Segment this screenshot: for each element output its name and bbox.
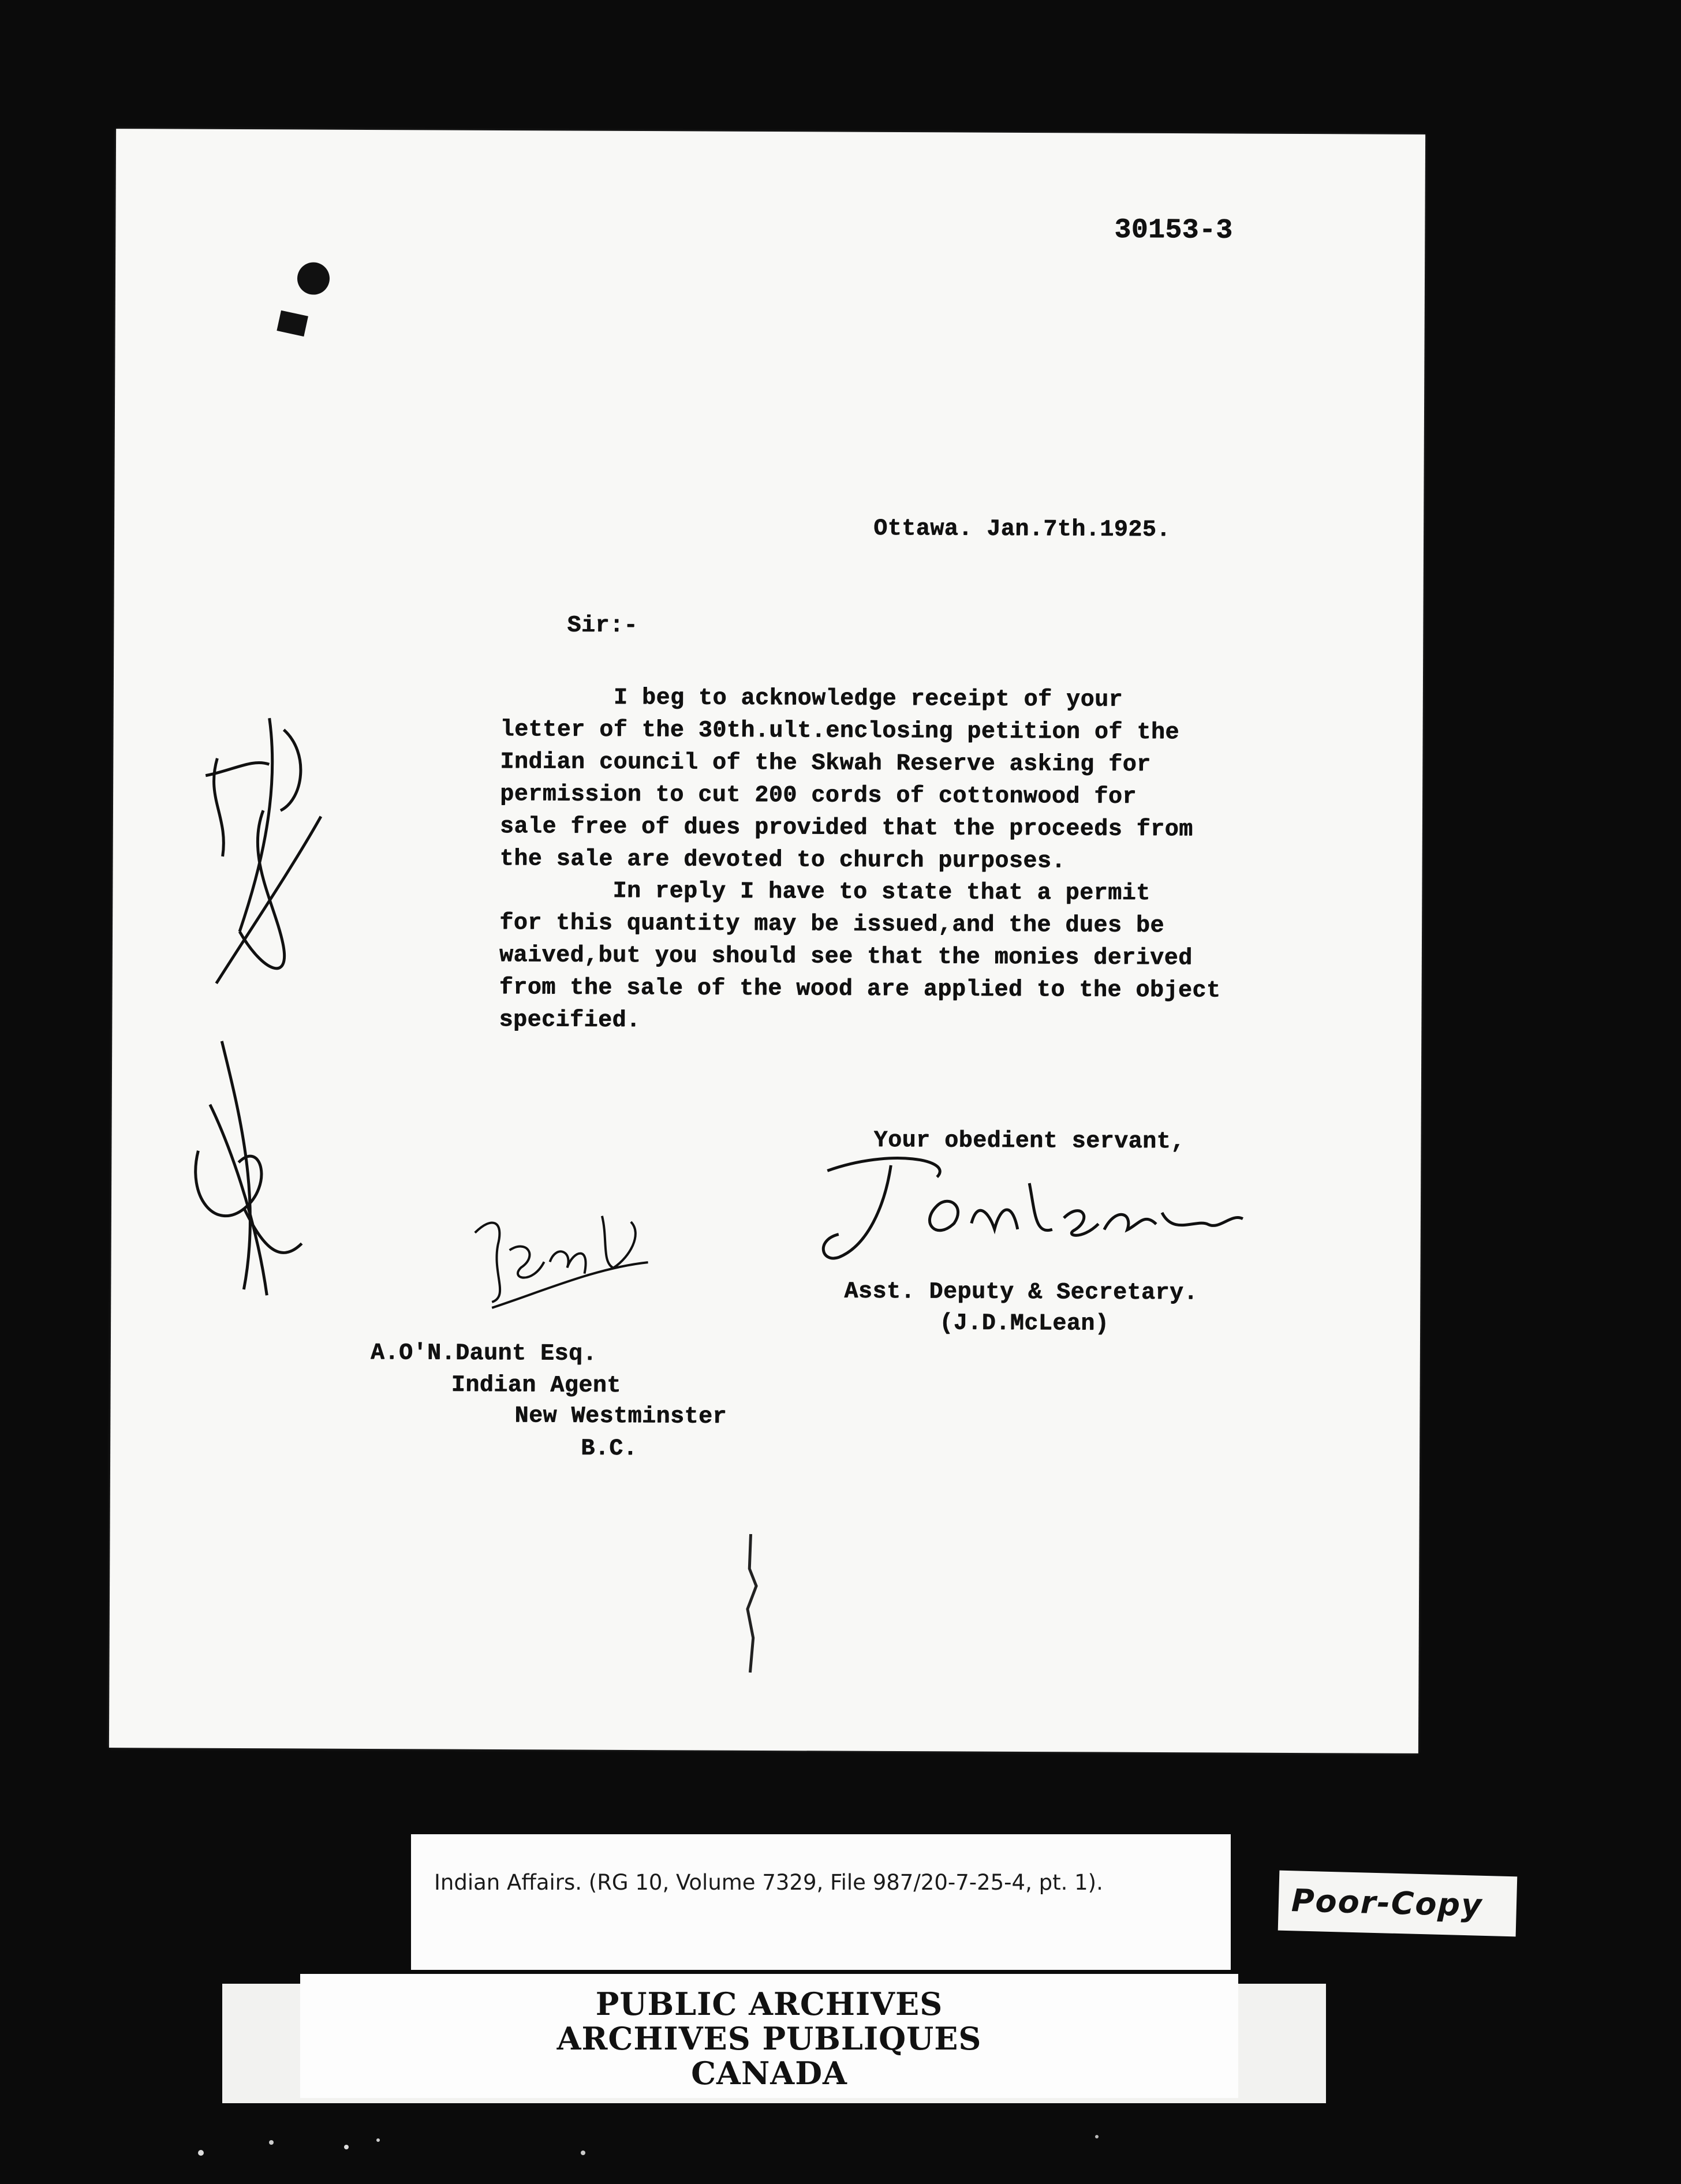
recipient-province: B.C. <box>581 1435 638 1463</box>
paragraph-line: the sale are devoted to church purposes. <box>499 846 1066 875</box>
archive-reference: Indian Affairs. (RG 10, Volume 7329, File 987/20-7-25-4, pt. 1). <box>434 1870 1103 1895</box>
recipient-title: Indian Agent <box>451 1372 621 1399</box>
margin-initials-1 <box>181 683 327 1007</box>
paragraph-line: from the sale of the wood are applied to the object <box>499 974 1221 1004</box>
recipient-city: New Westminster <box>514 1403 727 1430</box>
poor-copy-label: Poor-Copy <box>1291 1882 1484 1924</box>
signer-name: (J.D.McLean) <box>939 1310 1110 1337</box>
closing: Your obedient servant, <box>873 1127 1185 1155</box>
paragraph-line: Indian council of the Skwah Reserve asking for <box>500 749 1151 778</box>
stamp-line: CANADA <box>691 2055 847 2092</box>
paragraph-1 <box>499 682 1193 878</box>
paragraph-line: In reply I have to state that a permit <box>499 877 1150 907</box>
file-number: 30153-3 <box>1114 214 1233 246</box>
recipient-initials <box>457 1198 654 1314</box>
letter-page <box>109 129 1425 1753</box>
paragraph-line: permission to cut 200 cords of cottonwood for <box>500 781 1137 810</box>
punch-mark <box>277 311 308 336</box>
paragraph-line: letter of the 30th.ult.enclosing petition of the <box>500 716 1179 746</box>
paragraph-line: sale free of dues provided that the proceeds from <box>499 813 1193 843</box>
place-date: Ottawa. Jan.7th.1925. <box>873 515 1171 544</box>
punch-hole <box>297 262 330 294</box>
salutation: Sir:- <box>567 612 638 640</box>
tear-mark <box>733 1534 768 1673</box>
archive-reference-card <box>411 1834 1231 1970</box>
paragraph-line: specified. <box>499 1007 641 1034</box>
poor-copy-tag <box>1278 1871 1518 1937</box>
signer-title: Asst. Deputy & Secretary. <box>844 1278 1198 1307</box>
signature <box>804 1136 1254 1288</box>
margin-initials-2 <box>174 1024 326 1325</box>
stamp-line: ARCHIVES PUBLIQUES <box>556 2020 982 2057</box>
film-specks <box>0 2130 1681 2184</box>
recipient-name: A.O'N.Daunt Esq. <box>370 1340 597 1367</box>
stamp-line: PUBLIC ARCHIVES <box>595 1985 943 2022</box>
paragraph-2 <box>499 875 1221 1039</box>
paragraph-line: I beg to acknowledge receipt of your <box>500 684 1123 713</box>
paragraph-line: for this quantity may be issued,and the dues be <box>499 910 1164 940</box>
paragraph-line: waived,but you should see that the monies derived <box>499 942 1193 972</box>
archives-stamp <box>300 1974 1238 2098</box>
